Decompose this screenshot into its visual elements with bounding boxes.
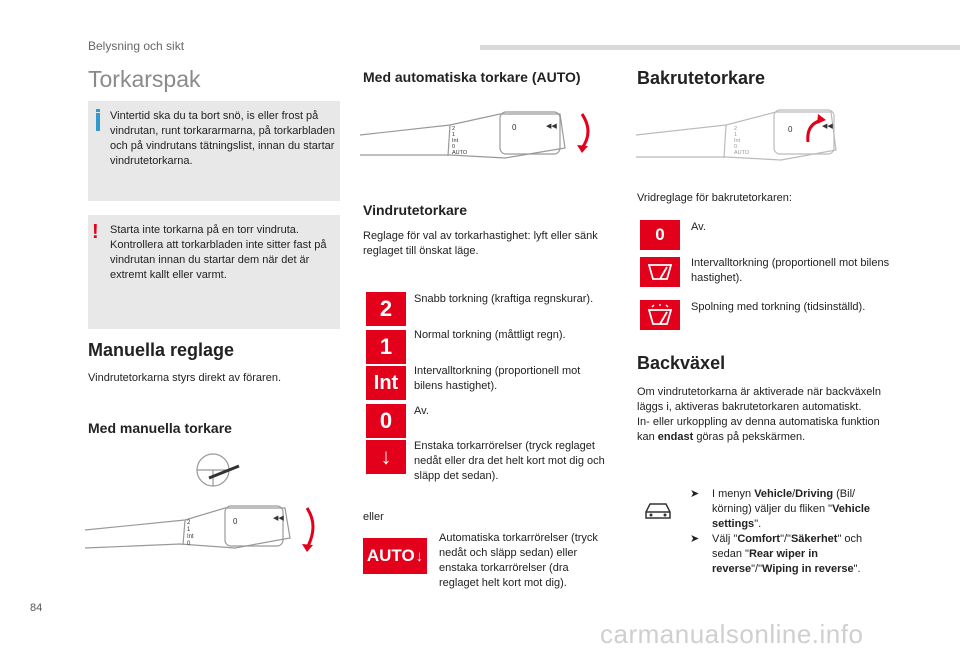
front-wiper-text: Reglage för val av torkarhastighet: lyft eller sänk reglaget till önskat läge. — [363, 230, 598, 257]
off-text: Av. — [414, 405, 429, 417]
speed-1-text: Normal torkning (måttligt regn). — [414, 329, 566, 341]
manual-wipers-heading: Med manuella torkare — [88, 420, 232, 436]
select-instruction: ➤ Välj "Comfort"/"Säkerhet" och sedan "Rear wiper in reverse"/"Wiping in reverse". — [690, 533, 863, 575]
menu-instruction: ➤ I menyn Vehicle/Driving (Bil/ körning) väljer du fliken "Vehicle settings". — [690, 488, 870, 530]
auto-text: Automatiska torkarrörelser (tryck nedåt och släpp sedan) eller enstaka torkarrörelser (dra reglaget helt kort mot dig). — [439, 532, 598, 589]
front-wiper-heading: Vindrutetorkare — [363, 202, 467, 218]
warning-box — [88, 215, 340, 329]
car-icon — [643, 500, 673, 527]
warning-text: Starta inte torkarna på en torr vindruta. Kontrollera att torkarbladen inte sitter fast på vindrutan innan du startar dem när det är extremt kallt eller varmt. — [110, 224, 327, 281]
interval-symbol: Int — [366, 366, 406, 400]
page-number: 84 — [30, 602, 43, 614]
svg-text:0: 0 — [452, 144, 456, 150]
bullet-icon: ➤ — [690, 533, 700, 545]
or-text: eller — [363, 511, 384, 523]
rear-washer-icon — [640, 300, 680, 330]
svg-text:◀◀: ◀◀ — [546, 123, 557, 130]
svg-text:Int: Int — [187, 534, 194, 540]
svg-text:0: 0 — [788, 125, 793, 134]
svg-text:0: 0 — [187, 541, 191, 547]
speed-2-symbol: 2 — [366, 292, 406, 326]
info-icon — [96, 113, 100, 131]
bullet-icon: ➤ — [690, 488, 700, 500]
auto-symbol-label: AUTO — [366, 546, 415, 565]
manual-wiper-stalk-illustration — [85, 448, 340, 568]
rear-off-symbol: 0 — [640, 220, 680, 250]
header-bar — [480, 45, 960, 50]
rear-wiper-stalk-illustration — [636, 100, 866, 170]
svg-text:AUTO: AUTO — [452, 150, 468, 156]
svg-text:Int: Int — [734, 138, 741, 144]
rear-washer-text: Spolning med torkning (tidsinställd). — [691, 301, 866, 313]
watermark: carmanualsonline.info — [600, 619, 864, 649]
info-box — [88, 101, 340, 201]
page-title: Torkarspak — [88, 66, 201, 92]
svg-text:2: 2 — [734, 126, 738, 132]
svg-text:2: 2 — [187, 520, 191, 526]
single-wipe-text: Enstaka torkarrörelser (tryck reglaget nedåt eller dra det helt kort mot dig och släpp det sedan). — [414, 440, 605, 482]
reverse-text-2: In- eller urkoppling av denna automatiska funktion kan endast göras på pekskärmen. — [637, 416, 880, 443]
svg-text:AUTO: AUTO — [734, 150, 750, 156]
svg-text:◀◀: ◀◀ — [273, 515, 284, 522]
speed-1-symbol: 1 — [366, 330, 406, 364]
down-arrow-icon: ↓ — [415, 547, 424, 565]
svg-text:◀◀: ◀◀ — [822, 123, 833, 130]
svg-text:Int: Int — [452, 138, 459, 144]
instructions — [690, 487, 890, 577]
rear-interval-text: Intervalltorkning (proportionell mot bilens hastighet). — [691, 257, 890, 284]
interval-text: Intervalltorkning (proportionell mot bilens hastighet). — [414, 365, 581, 392]
manual-heading: Manuella reglage — [88, 340, 235, 360]
rear-off-text: Av. — [691, 221, 706, 233]
reverse-text — [637, 385, 887, 445]
svg-text:0: 0 — [233, 517, 238, 526]
auto-heading: Med automatiska torkare (AUTO) — [363, 69, 581, 85]
rear-caption: Vridreglage för bakrutetorkaren: — [637, 192, 792, 204]
info-text: Vintertid ska du ta bort snö, is eller frost på vindrutan, runt torkararmarna, på torkarbladen och på vindrutans tätningslist, innan du startar vindrutetorkarna. — [110, 110, 336, 167]
section-header: Belysning och sikt — [88, 39, 185, 53]
reverse-heading: Backväxel — [637, 353, 726, 373]
rear-wiper-icon — [640, 257, 680, 287]
manual-text: Vindrutetorkarna styrs direkt av föraren. — [88, 372, 281, 384]
svg-text:1: 1 — [734, 132, 738, 138]
info-icon-dot — [96, 109, 100, 112]
auto-wiper-stalk-illustration — [360, 100, 610, 170]
speed-2-text: Snabb torkning (kraftiga regnskurar). — [414, 293, 594, 305]
warning-icon: ! — [92, 221, 99, 243]
rear-wiper-heading: Bakrutetorkare — [637, 68, 766, 88]
svg-text:2: 2 — [452, 126, 456, 132]
svg-text:1: 1 — [452, 132, 456, 138]
svg-text:0: 0 — [734, 144, 738, 150]
svg-text:1: 1 — [187, 527, 191, 533]
single-wipe-symbol: ↓ — [366, 440, 406, 474]
auto-symbol — [363, 538, 427, 574]
svg-text:0: 0 — [512, 123, 517, 132]
off-symbol: 0 — [366, 404, 406, 438]
reverse-text-1: Om vindrutetorkarna är aktiverade när backväxeln läggs i, aktiveras bakrutetorkaren automatiskt. — [637, 386, 881, 413]
